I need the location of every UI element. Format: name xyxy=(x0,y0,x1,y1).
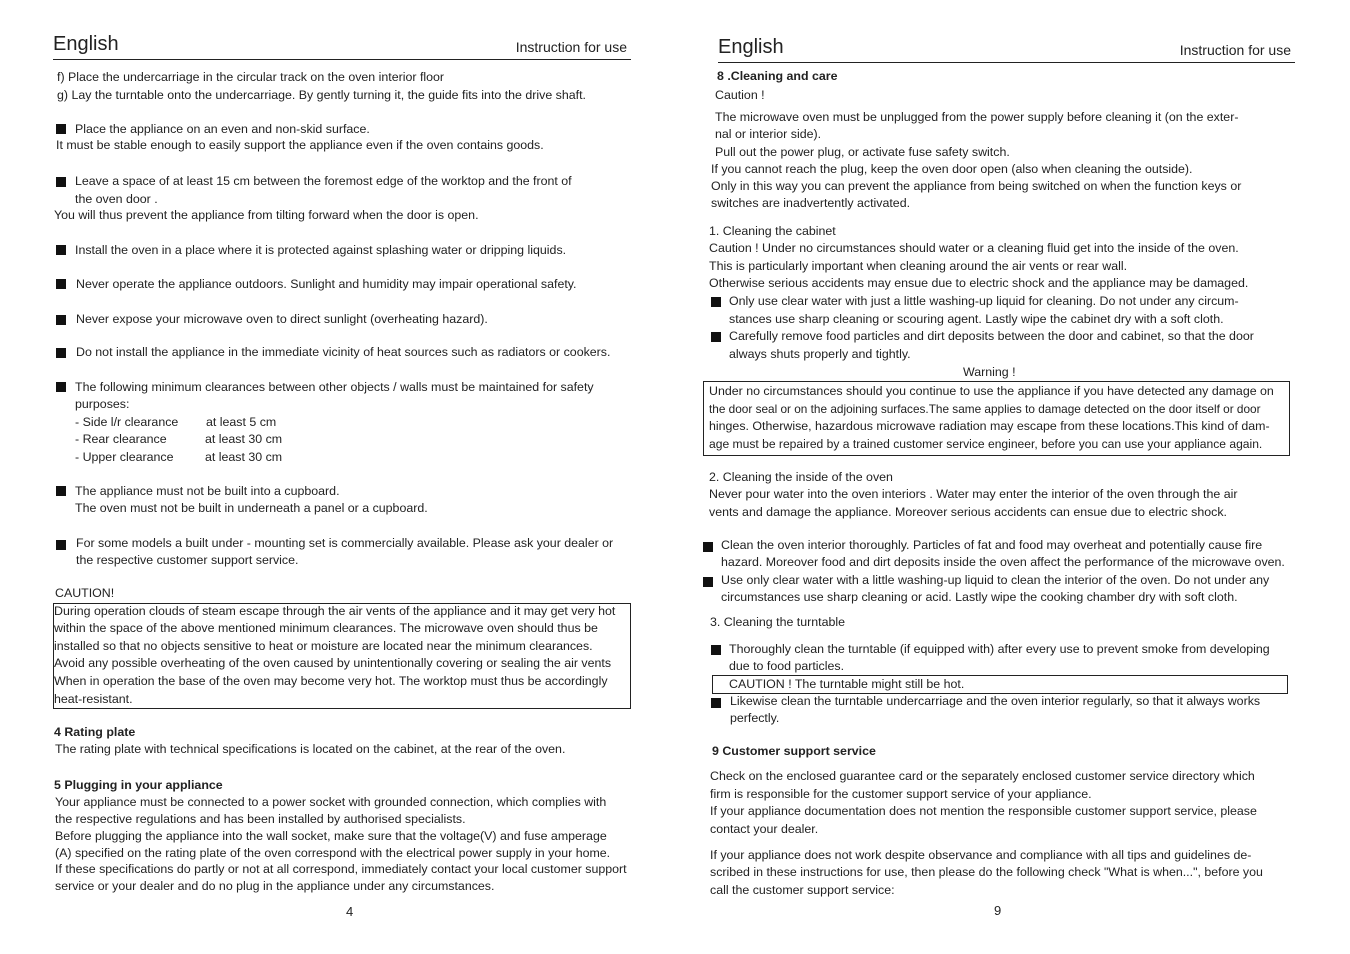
caution-line: When in operation the base of the oven may become very hot. The worktop must thus be accordingly xyxy=(54,674,608,688)
bullet-square-icon xyxy=(56,540,66,550)
cabinet-line: Caution ! Under no circumstances should water or a cleaning fluid get into the inside of the oven. xyxy=(709,241,1239,255)
bullet-text: Do not install the appliance in the immediate vicinity of heat sources such as radiators or cookers. xyxy=(76,345,611,359)
bullet-text: Carefully remove food particles and dirt deposits between the door and cabinet, so that the door xyxy=(729,329,1254,343)
turntable-caution: CAUTION ! The turntable might still be hot. xyxy=(729,677,965,691)
bullet-text: Install the oven in a place where it is protected against splashing water or dripping liquids. xyxy=(75,243,567,257)
caution-line: Avoid any possible overheating of the oven caused by unintentionally covering or sealing the air vents xyxy=(54,656,612,670)
bullet-square-icon xyxy=(56,279,66,289)
bullet-text: Thoroughly clean the turntable (if equipped with) after every use to prevent smoke from developing xyxy=(729,642,1270,656)
bullet-text: hazard. Moreover food and dirt deposits inside the oven affect the performance of the microwave oven. xyxy=(721,555,1285,569)
bullet-text: For some models a built under - mounting set is commercially available. Please ask your dealer or xyxy=(76,536,614,550)
caution-line: During operation clouds of steam escape through the air vents of the appliance and it may get very hot xyxy=(54,604,616,618)
warning-title: Warning ! xyxy=(963,365,1016,379)
header-instruction: Instruction for use xyxy=(515,39,627,55)
support-line: scribed in these instructions for use, then please do the following check "What is when...", before you xyxy=(710,865,1263,879)
bullet-square-icon xyxy=(56,382,66,392)
bullet-text: Never operate the appliance outdoors. Sunlight and humidity may impair operational safety. xyxy=(76,277,577,291)
intro-line: switches are inadvertently activated. xyxy=(711,196,911,210)
language-label: English xyxy=(718,36,784,58)
cabinet-line: This is particularly important when cleaning around the air vents or rear wall. xyxy=(709,259,1128,273)
turntable-title: 3. Cleaning the turntable xyxy=(710,615,846,629)
rating-title: 4 Rating plate xyxy=(54,725,136,739)
clearance-label: - Side l/r clearance xyxy=(75,415,179,429)
plug-line: If these specifications do partly or not at all correspond, immediately contact your local customer support xyxy=(55,862,627,876)
warning-line: the door seal or on the adjoining surfaces.The same applies to damage detected on the door itself or door xyxy=(709,402,1261,416)
caution-line: heat-resistant. xyxy=(54,692,133,706)
bullet-text: Clean the oven interior thoroughly. Particles of fat and food may overheat and potentially cause fire xyxy=(721,538,1263,552)
plug-title: 5 Plugging in your appliance xyxy=(54,778,223,792)
step-f: f) Place the undercarriage in the circular track on the oven interior floor xyxy=(57,70,445,84)
bullet-text: circumstances use sharp cleaning or acid. Lastly wipe the cooking chamber dry with soft cloth. xyxy=(721,590,1238,604)
bullet-text: Leave a space of at least 15 cm between the foremost edge of the worktop and the front of xyxy=(75,174,572,188)
support-line: contact your dealer. xyxy=(710,822,819,836)
bullet-text: Likewise clean the turntable undercarriage and the oven interior regularly, so that it always works xyxy=(730,694,1261,708)
header-instruction: Instruction for use xyxy=(1179,42,1291,58)
plug-line: (A) specified on the rating plate of the oven correspond with the electrical power supply in your home. xyxy=(55,846,611,860)
bullet-text: perfectly. xyxy=(730,711,780,725)
plug-line: the respective regulations and has been installed by authorised specialists. xyxy=(55,812,466,826)
clearance-value: at least 5 cm xyxy=(206,415,277,429)
bullet-text: Use only clear water with a little washing-up liquid to clean the interior of the oven. Do not under any xyxy=(721,573,1270,587)
bullet-square-icon xyxy=(56,177,66,187)
bullet-text: stances use sharp cleaning or scouring agent. Lastly wipe the cabinet dry with a soft cloth. xyxy=(729,312,1224,326)
bullet-text: always shuts properly and tightly. xyxy=(729,347,911,361)
support-line: If your appliance documentation does not mention the responsible customer support service, please xyxy=(710,804,1257,818)
bullet-text: purposes: xyxy=(75,397,130,411)
cabinet-line: Otherwise serious accidents may ensue due to electric shock and the appliance may be damaged. xyxy=(709,276,1249,290)
rating-text: The rating plate with technical specifications is located on the cabinet, at the rear of the oven. xyxy=(55,742,566,756)
bullet-square-icon xyxy=(56,315,66,325)
bullet-square-icon xyxy=(711,297,721,307)
section-title: 8 .Cleaning and care xyxy=(717,69,838,83)
bullet-square-icon xyxy=(703,542,713,552)
intro-line: Only in this way you can prevent the appliance from being switched on when the function keys or xyxy=(711,179,1242,193)
support-title: 9 Customer support service xyxy=(712,744,876,758)
bullet-text: Never expose your microwave oven to direct sunlight (overheating hazard). xyxy=(76,312,488,326)
warning-line: Under no circumstances should you continue to use the appliance if you have detected any damage on xyxy=(709,384,1274,398)
bullet-square-icon xyxy=(711,645,721,655)
bullet-note: You will thus prevent the appliance from tilting forward when the door is open. xyxy=(54,208,479,222)
caution-line: within the space of the above mentioned minimum clearances. The microwave oven should thus be xyxy=(54,621,598,635)
intro-line: The microwave oven must be unplugged from the power supply before cleaning it (on the exter- xyxy=(715,110,1239,124)
inside-title: 2. Cleaning the inside of the oven xyxy=(709,470,893,484)
warning-line: age must be repaired by a trained customer service engineer, before you can use your appliance again. xyxy=(709,437,1263,451)
bullet-square-icon xyxy=(56,124,66,134)
language-label: English xyxy=(53,33,119,55)
clearance-value: at least 30 cm xyxy=(205,432,283,446)
bullet-text: the respective customer support service. xyxy=(76,553,299,567)
bullet-square-icon xyxy=(56,348,66,358)
support-line: If your appliance does not work despite observance and compliance with all tips and guidelines de- xyxy=(710,848,1252,862)
bullet-square-icon xyxy=(711,698,721,708)
support-line: firm is responsible for the customer support service of your appliance. xyxy=(710,787,1092,801)
support-line: call the customer support service: xyxy=(710,883,895,897)
caution-label: Caution ! xyxy=(715,88,765,102)
inside-line: Never pour water into the oven interiors . Water may enter the interior of the oven through the air xyxy=(709,487,1238,501)
bullet-text: due to food particles. xyxy=(729,659,845,673)
support-line: Check on the enclosed guarantee card or the separately enclosed customer service directory which xyxy=(710,769,1255,783)
caution-line: installed so that no objects sensitive to heat or moisture are located near the minimum clearances. xyxy=(54,639,593,653)
bullet-text: The appliance must not be built into a cupboard. xyxy=(75,484,340,498)
bullet-text: the oven door . xyxy=(75,192,158,206)
clearance-label: - Upper clearance xyxy=(75,450,174,464)
page-number: 9 xyxy=(994,903,1002,918)
intro-line: Pull out the power plug, or activate fuse safety switch. xyxy=(715,145,1010,159)
right-page xyxy=(675,0,1350,954)
bullet-square-icon xyxy=(703,577,713,587)
plug-line: Before plugging the appliance into the wall socket, make sure that the voltage(V) and fuse amperage xyxy=(55,829,607,843)
inside-line: vents and damage the appliance. Moreover serious accidents can ensue due to electric shock. xyxy=(709,505,1227,519)
warning-line: hinges. Otherwise, hazardous microwave radiation may escape from these locations.This kind of dam- xyxy=(709,419,1270,433)
right-header xyxy=(718,36,1295,63)
plug-line: Your appliance must be connected to a power socket with grounded connection, which complies with xyxy=(55,795,607,809)
clearance-value: at least 30 cm xyxy=(205,450,283,464)
page-number: 4 xyxy=(346,904,354,919)
bullet-text: Place the appliance on an even and non-skid surface. xyxy=(75,122,370,136)
left-header xyxy=(53,33,631,60)
bullet-text: Only use clear water with just a little washing-up liquid for cleaning. Do not under any circum- xyxy=(729,294,1239,308)
intro-line: nal or interior side). xyxy=(715,127,822,141)
intro-line: If you cannot reach the plug, keep the oven door open (also when cleaning the outside). xyxy=(711,162,1193,176)
cabinet-title: 1. Cleaning the cabinet xyxy=(709,224,836,238)
bullet-square-icon xyxy=(56,245,66,255)
bullet-text: The following minimum clearances between other objects / walls must be maintained for safety xyxy=(75,380,594,394)
bullet-square-icon xyxy=(711,332,721,342)
clearance-label: - Rear clearance xyxy=(75,432,167,446)
plug-line: service or your dealer and do no plug in the appliance under any circumstances. xyxy=(55,879,495,893)
step-g: g) Lay the turntable onto the undercarriage. By gently turning it, the guide fits into the drive shaft. xyxy=(57,88,586,102)
bullet-text: The oven must not be built in underneath a panel or a cupboard. xyxy=(75,501,428,515)
bullet-square-icon xyxy=(56,486,66,496)
caution-title: CAUTION! xyxy=(55,586,115,600)
bullet-note: It must be stable enough to easily support the appliance even if the oven contains goods. xyxy=(56,138,544,152)
